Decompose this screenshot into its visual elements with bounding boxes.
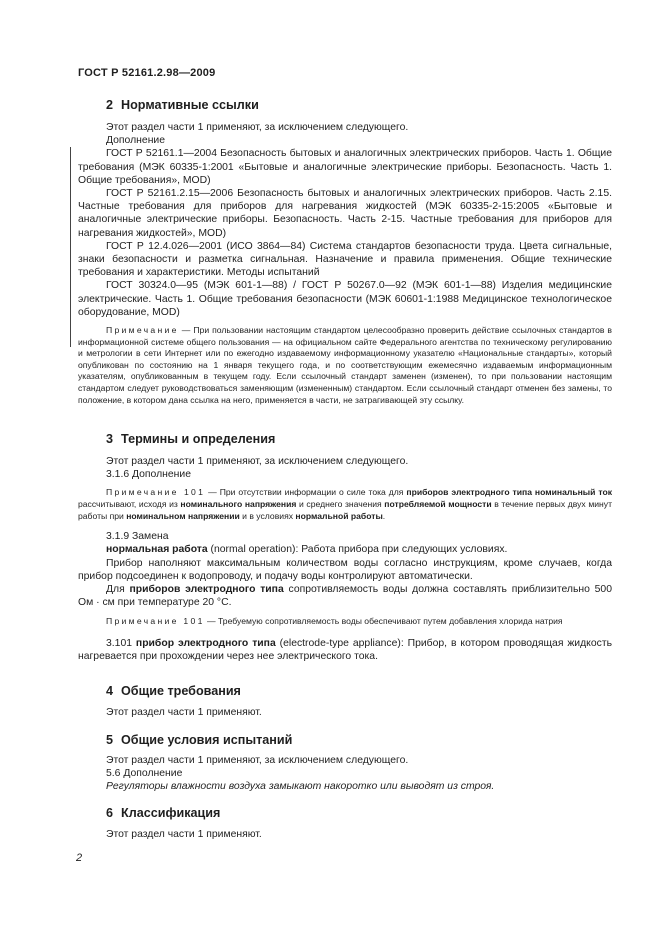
page-number: 2 (76, 852, 83, 864)
section-2-addition: Дополнение (106, 135, 166, 147)
running-header: ГОСТ Р 52161.2.98—2009 (78, 67, 216, 79)
reference-1: ГОСТ Р 52161.1—2004 Безопасность бытовых и аналогичных электрических приборов. Часть 1. Общие требования (МЭК 60335-1:2001 «Бытовые и аналогичные электрические приборы. Безопасность. Часть 1. Общие требования», MOD) (78, 148, 612, 186)
clause-number: 3.101 (106, 638, 136, 649)
clause-3-1-6: 3.1.6 Дополнение (106, 469, 192, 481)
section-6-heading (106, 806, 220, 820)
definition-3-101 (78, 637, 612, 663)
section-4-title: Общие требования (121, 684, 241, 698)
section-3-number: 3 (106, 432, 114, 446)
paragraph-water-fill: Прибор наполняют максимальным количеством воды согласно инструкциям, кроме случаев, когда прибор подсоединен к водопроводу, и подачу воды контролируют автоматически. (78, 557, 612, 582)
term: номинальном напряжении (126, 510, 240, 521)
section-5-title: Общие условия испытаний (121, 733, 293, 747)
note-text: в течение первых двух минут работы при (78, 499, 613, 521)
section-3-title: Термины и определения (121, 432, 276, 446)
paragraph-resistivity (78, 583, 612, 609)
section-3-body (78, 455, 612, 663)
note-text: и среднего значения (296, 499, 385, 509)
section-2-note (78, 325, 612, 406)
note-label: Примечание 101 (106, 487, 206, 498)
note-text: — При отсутствии информации о силе тока для (205, 487, 407, 498)
section-5-number: 5 (106, 733, 114, 747)
text: сопротивляемость воды должна составлять приблизительно 500 Ом · см при температуре 20 °С. (78, 584, 612, 609)
text: Для (106, 584, 130, 595)
defined-term: прибор электродного типа (135, 638, 276, 649)
note-text: . (382, 510, 386, 521)
section-4-intro: Этот раздел части 1 применяют. (106, 707, 262, 718)
section-2-title: Нормативные ссылки (121, 98, 259, 112)
section-2-intro: Этот раздел части 1 применяют, за исключением следующего. (106, 122, 409, 133)
note-101-a (78, 487, 612, 522)
note-text: — Требуемую сопротивляемость воды обеспечивают путем добавления хлорида натрия (204, 616, 563, 627)
clause-5-6: 5.6 Дополнение (106, 768, 183, 780)
note-text: и в условиях (239, 510, 296, 521)
clause-5-6-text: Регуляторы влажности воздуха замыкают накоротко или выводят из строя. (106, 781, 495, 793)
section-2-body (78, 121, 612, 406)
section-4-number: 4 (106, 684, 114, 698)
section-3-heading (106, 432, 275, 446)
section-3-intro: Этот раздел части 1 применяют, за исключением следующего. (106, 456, 409, 467)
section-6-body (78, 828, 612, 841)
section-5-heading (106, 733, 292, 747)
section-4-heading (106, 684, 241, 698)
note-text: рассчитывают, исходя из (78, 499, 181, 509)
change-bar (70, 147, 71, 347)
defined-term: нормальная работа (106, 544, 208, 556)
note-101-b (78, 616, 612, 628)
section-2-number: 2 (106, 98, 114, 112)
section-6-intro: Этот раздел части 1 применяют. (106, 829, 262, 840)
term: нормальной работы (295, 510, 383, 521)
note-label: Примечание 101 (106, 616, 205, 627)
section-6-title: Классификация (121, 806, 221, 820)
section-6-number: 6 (106, 806, 114, 820)
section-2-heading (106, 98, 259, 112)
definition-text: (electrode-type appliance): Прибор, в котором проводящая жидкость нагревается при прохождении через нее электрического тока. (78, 638, 612, 663)
term: номинального напряжения (180, 499, 297, 509)
note-text: — При пользовании настоящим стандартом целесообразно проверить действие ссылочных стандартов в информационной системе общего пользования — на официальном сайте Федерального агентства по техническому регулированию и метрологии в сети Интернет или по ежегодно издаваемому информационному указателю «Национальные стандарты», который опубликован по состоянию на 1 января текущего года, и по соответствующим ежемесячно издаваемым информационным указателям, опубликованным в текущем году. Если ссылочный стандарт заменен (изменен), то при пользовании настоящим стандартом следует руководствоваться заменяющим (измененным) стандартом. Если ссылочный стандарт отменен без замены, то положение, в котором дана ссылка на него, применяется в части, не затрагивающей эту ссылку. (78, 325, 612, 405)
reference-4: ГОСТ 30324.0—95 (МЭК 601-1—88) / ГОСТ Р 50267.0—92 (МЭК 601-1—88) Изделия медицинские электрические. Часть 1. Общие требования безопасности (МЭК 60601-1:1988 Медицинское технологическое оборудование, MOD) (78, 280, 612, 318)
clause-3-1-9: 3.1.9 Замена (106, 531, 169, 543)
term: приборов электродного типа номинальный ток (406, 487, 612, 498)
reference-2: ГОСТ Р 52161.2.15—2006 Безопасность бытовых и аналогичных электрических приборов. Часть 2.15. Частные требования для приборов для нагревания жидкостей (МЭК 60335-2-15:2005 «Бытовые и аналогичные электрические приборы. Безопасность. Часть 2-15. Частные требования для приборов для нагревания жидкостей», MOD) (78, 188, 612, 239)
section-5-intro: Этот раздел части 1 применяют, за исключением следующего. (106, 755, 409, 766)
term: потребляемой мощности (384, 499, 492, 509)
section-4-body (78, 706, 612, 719)
definition-normal-operation (78, 543, 612, 556)
reference-3: ГОСТ Р 12.4.026—2001 (ИСО 3864—84) Система стандартов безопасности труда. Цвета сигнальные, знаки безопасности и разметка сигнальная. Назначение и правила применения. Общие технические требования и характеристики. Методы испытаний (78, 240, 612, 279)
term: приборов электродного типа (129, 584, 284, 595)
note-label: Примечание (106, 325, 179, 336)
definition-text: (normal operation): Работа прибора при следующих условиях. (207, 544, 508, 556)
section-5-body (78, 754, 612, 794)
